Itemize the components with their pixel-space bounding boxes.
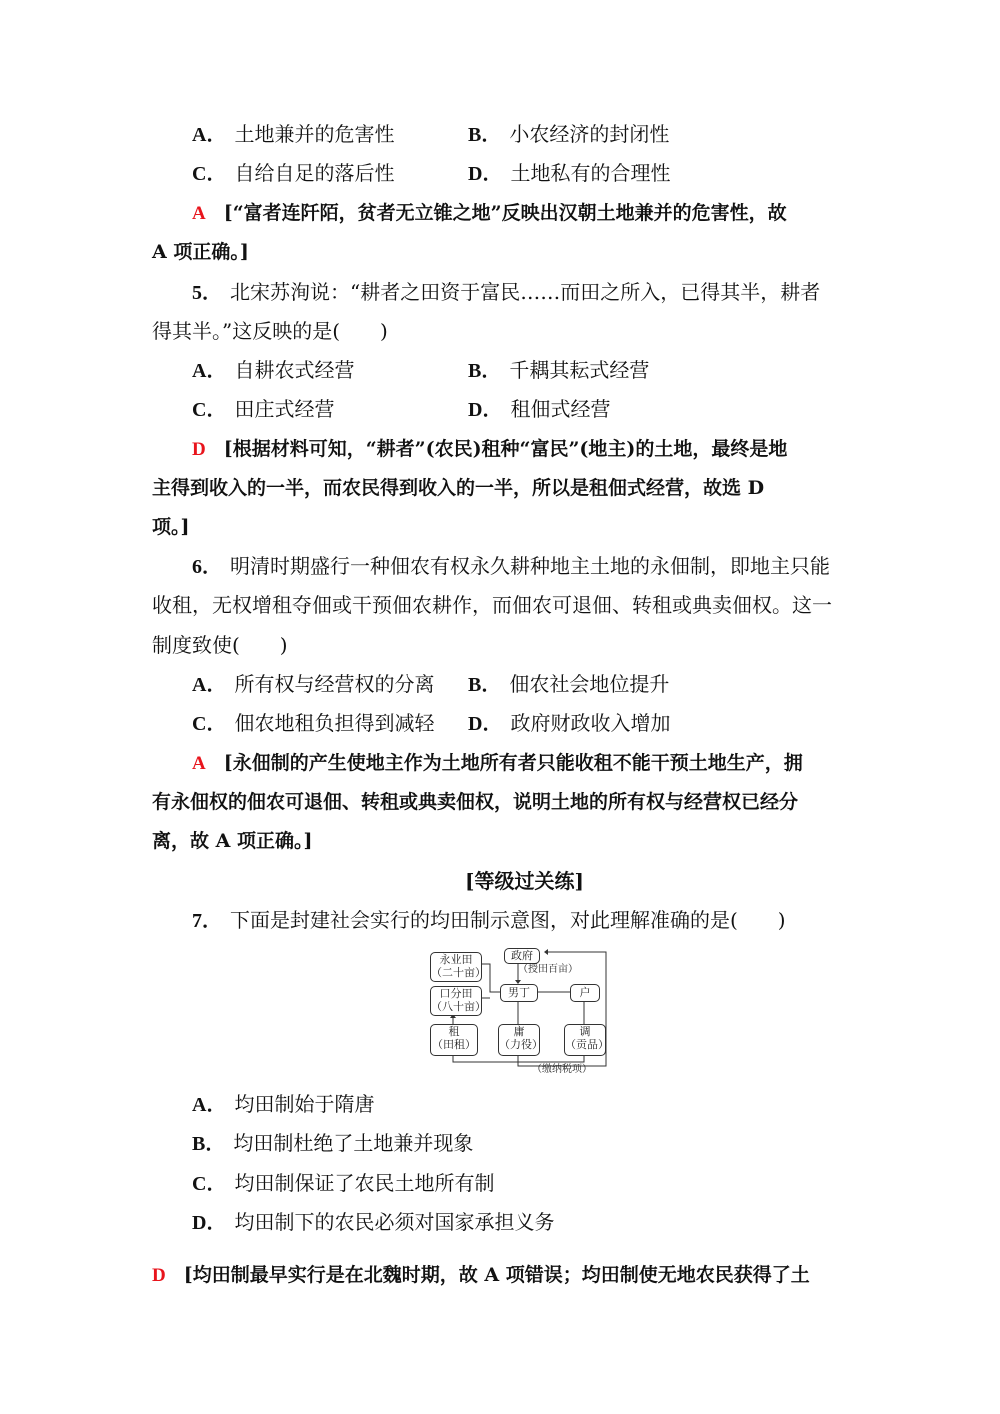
q7-option-b [192, 1130, 473, 1157]
q5-answer-line-1 [192, 436, 787, 463]
question-number: 5． [192, 282, 222, 304]
option-text: 自给自足的落后性 [234, 161, 395, 185]
yongye-field-box [430, 952, 486, 982]
q4-option-a [192, 121, 394, 148]
answer-key: D [192, 439, 206, 460]
q4-option-b [468, 121, 669, 148]
diao-box [564, 1024, 609, 1056]
answer-text: 项。] [152, 516, 190, 538]
q5-stem-line-1 [192, 279, 820, 306]
q7-option-d [192, 1209, 554, 1236]
yongye-sub: （二十亩） [431, 966, 486, 979]
q4-option-c [192, 160, 394, 187]
option-letter: D． [468, 713, 503, 735]
answer-text: [“富者连阡陌，贫者无立锥之地”反映出汉朝土地兼并的危害性，故 [223, 202, 787, 224]
option-text: 均田制杜绝了土地兼并现象 [233, 1131, 474, 1155]
option-letter: A． [192, 360, 227, 382]
q7-option-a [192, 1091, 374, 1118]
q6-stem-line-2 [152, 592, 832, 618]
male-label: 男丁 [508, 986, 530, 999]
question-number: 6． [192, 556, 222, 578]
option-letter: B． [468, 124, 502, 146]
question-text: 明清时期盛行一种佃农有权永久耕种地主土地的永佃制，即地主只能 [230, 554, 830, 578]
answer-key: A [192, 753, 206, 774]
household-label: 户 [579, 986, 591, 999]
answer-text: 主得到收入的一半，而农民得到收入的一半，所以是租佃式经营，故选 D [152, 477, 765, 499]
option-letter: A． [192, 124, 227, 146]
option-text: 田庄式经营 [234, 397, 335, 421]
q7-option-c [192, 1170, 494, 1197]
q5-stem-line-2 [152, 318, 388, 344]
yong-box [498, 1024, 543, 1056]
q4-option-d [468, 160, 670, 187]
zu-title: 租 [448, 1025, 460, 1038]
question-text: 得其半。”这反映的是( ) [152, 319, 388, 343]
answer-key: A [192, 203, 206, 224]
section-title: [等级过关练] [465, 869, 584, 893]
question-number: 7． [192, 910, 222, 932]
q4-answer-line-1 [192, 200, 787, 227]
answer-text: [永佃制的产生使地主作为土地所有者只能收租不能干预土地生产，拥 [223, 752, 803, 774]
question-text: 北宋苏洵说：“耕者之田资于富民……而田之所入，已得其半，耕者 [230, 280, 821, 304]
option-text: 均田制保证了农民土地所有制 [234, 1171, 495, 1195]
diao-sub: （贡品） [565, 1038, 609, 1051]
q6-option-c [192, 710, 434, 737]
q6-option-b [468, 671, 669, 698]
answer-text: [根据材料可知，“耕者”(农民)租种“富民”(地主)的土地，最终是地 [223, 438, 788, 460]
koufen-title: 口分田 [439, 987, 473, 1000]
option-text: 小农经济的封闭性 [509, 122, 670, 146]
answer-text: [均田制最早实行是在北魏时期，故 A 项错误；均田制使无地农民获得了土 [183, 1264, 810, 1286]
q6-answer-line-1 [192, 750, 803, 777]
option-text: 佃农地租负担得到减轻 [234, 711, 435, 735]
option-letter: C． [192, 163, 227, 185]
answer-text: A 项正确。] [152, 241, 249, 263]
tax-label: （缴纳税项） [532, 1064, 592, 1075]
q7-answer-line-1 [152, 1262, 810, 1289]
option-letter: D． [192, 1212, 227, 1234]
question-text: 制度致使( ) [152, 633, 288, 657]
koufen-sub: （八十亩） [431, 1000, 486, 1013]
government-label: 政府 [511, 949, 533, 962]
q5-option-c [192, 396, 334, 423]
option-text: 政府财政收入增加 [510, 711, 671, 735]
q6-option-a [192, 671, 434, 698]
zu-sub: （田租） [432, 1038, 476, 1051]
yongye-title: 永业田 [439, 953, 473, 966]
question-text: 下面是封建社会实行的均田制示意图，对此理解准确的是( ) [230, 908, 786, 932]
answer-text: 离，故 A 项正确。] [152, 830, 313, 852]
juntian-diagram [428, 946, 614, 1076]
q6-answer-line-2 [152, 789, 798, 815]
answer-text: 有永佃权的佃农可退佃、转租或典卖佃权，说明土地的所有权与经营权已经分 [152, 791, 799, 813]
q4-answer-line-2 [152, 239, 249, 265]
option-text: 所有权与经营权的分离 [234, 672, 435, 696]
q5-option-a [192, 357, 354, 384]
option-text: 自耕农式经营 [234, 358, 355, 382]
option-letter: A． [192, 1094, 227, 1116]
option-text: 土地私有的合理性 [510, 161, 671, 185]
option-letter: C． [192, 399, 227, 421]
q6-answer-line-3 [152, 828, 312, 854]
answer-key: D [152, 1265, 166, 1286]
zu-box [430, 1024, 478, 1056]
government-box [504, 948, 540, 964]
option-text: 土地兼并的危害性 [234, 122, 395, 146]
q5-option-d [468, 396, 610, 423]
diao-title: 调 [579, 1025, 591, 1038]
q5-answer-line-2 [152, 475, 764, 501]
option-letter: C． [192, 713, 227, 735]
q6-option-d [468, 710, 670, 737]
option-letter: B． [468, 360, 502, 382]
option-letter: B． [468, 674, 502, 696]
q5-answer-line-3 [152, 514, 190, 540]
yong-title: 庸 [513, 1025, 525, 1038]
male-box [500, 984, 538, 1002]
option-text: 租佃式经营 [510, 397, 611, 421]
grant-label: （授田百亩） [518, 964, 578, 975]
option-letter: D． [468, 399, 503, 421]
question-text: 收租，无权增租夺佃或干预佃农耕作，而佃农可退佃、转租或典卖佃权。这一 [152, 593, 832, 617]
q6-stem-line-1 [192, 553, 830, 580]
q6-stem-line-3 [152, 632, 288, 658]
option-letter: B． [192, 1133, 226, 1155]
option-text: 均田制下的农民必须对国家承担义务 [234, 1210, 555, 1234]
household-box [570, 984, 600, 1002]
option-letter: D． [468, 163, 503, 185]
yong-sub: （力役） [499, 1038, 543, 1051]
koufen-field-box [430, 986, 486, 1016]
option-text: 千耦其耘式经营 [509, 358, 650, 382]
q5-option-b [468, 357, 649, 384]
option-text: 均田制始于隋唐 [234, 1092, 375, 1116]
q7-stem [192, 907, 786, 934]
option-text: 佃农社会地位提升 [509, 672, 670, 696]
option-letter: C． [192, 1173, 227, 1195]
option-letter: A． [192, 674, 227, 696]
